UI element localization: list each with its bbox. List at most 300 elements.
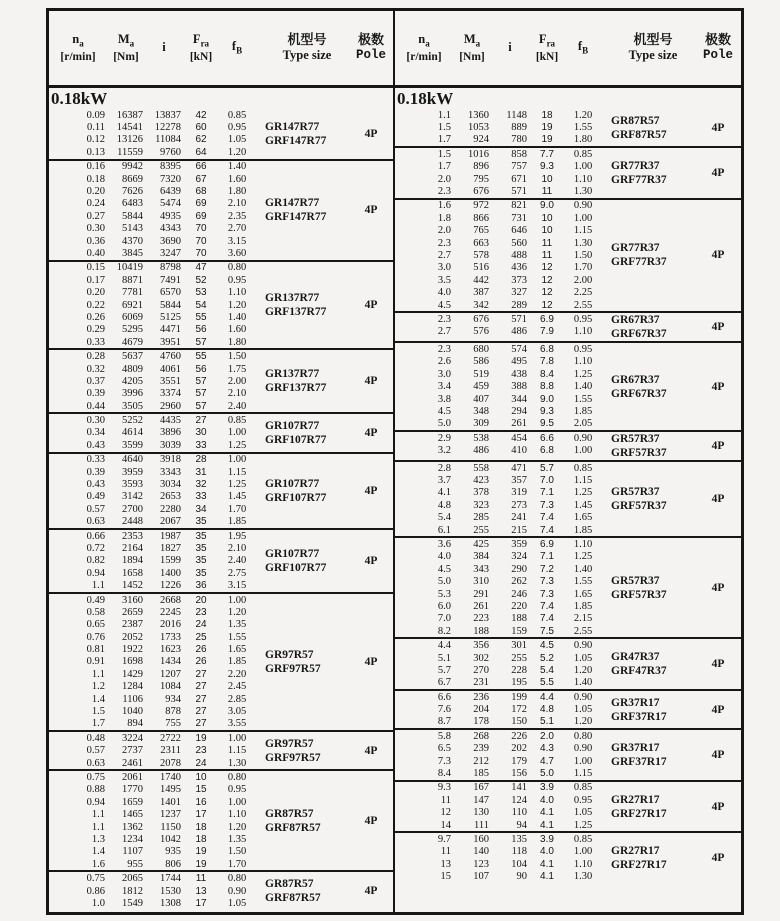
table-row (49, 161, 255, 173)
table-row (395, 703, 601, 715)
fra-value: 8.4 (540, 368, 554, 380)
na-value: 0.48 (86, 732, 105, 744)
na-value: 0.76 (86, 631, 105, 643)
fb-value: 1.55 (573, 122, 593, 134)
spec-group (49, 348, 393, 412)
ma-value: 1698 (122, 656, 143, 668)
fb-value: 1.20 (227, 299, 247, 311)
fb-value: 1.60 (227, 324, 247, 336)
ma-value: 2659 (122, 606, 143, 618)
table-row (395, 782, 601, 794)
table-row (395, 576, 601, 588)
i-value: 5125 (160, 311, 181, 323)
fb-value: 1.30 (573, 871, 593, 883)
fb-value: 1.05 (573, 652, 593, 664)
fb-value: 0.80 (227, 262, 247, 274)
fb-value: 0.80 (573, 730, 593, 742)
fb-value: 0.90 (573, 200, 593, 212)
pole-value: 4P (711, 852, 725, 865)
type-size-line: GR77R37 (611, 159, 660, 172)
fb-value: 0.95 (227, 784, 247, 796)
fra-value: 30 (195, 427, 207, 439)
table-row (395, 807, 601, 819)
i-value: 1150 (160, 821, 181, 833)
na-value: 0.81 (86, 644, 105, 656)
fb-value: 1.25 (227, 479, 247, 491)
fb-value: 1.80 (227, 336, 247, 348)
fra-unit: [kN] (535, 50, 559, 63)
table-row (395, 652, 601, 664)
ma-value: 5295 (122, 324, 143, 336)
i-value: 889 (511, 122, 527, 134)
na-value: 7.3 (437, 755, 451, 767)
fra-value: 4.1 (540, 819, 554, 831)
spec-group (49, 730, 393, 769)
fra-value: 4.4 (540, 691, 554, 703)
type-size-value (265, 732, 349, 769)
na-value: 6.0 (437, 600, 451, 612)
i-value: 1148 (506, 109, 527, 121)
na-value: 1.1 (91, 668, 105, 680)
type-size-line: GRF107R77 (265, 491, 327, 504)
spec-group (395, 198, 741, 312)
pole-value: 4P (364, 655, 378, 668)
fra-value: 10 (195, 772, 207, 783)
table-row (49, 299, 255, 311)
fb-value: 0.85 (227, 109, 247, 121)
fra-value: 57 (195, 388, 207, 400)
header-fra (529, 32, 565, 64)
na-value: 6.7 (437, 677, 451, 689)
table-row (395, 326, 601, 338)
na-value: 8.2 (437, 625, 451, 637)
ma-value: 2461 (122, 757, 143, 769)
type-size-line: GR37R17 (611, 741, 660, 754)
fra-symbol: $F_{ra}$ (192, 31, 210, 49)
pole-value: 4P (364, 426, 378, 439)
fra-value: 3.9 (540, 782, 554, 794)
na-value: 1.6 (437, 200, 451, 212)
na-value: 4.5 (437, 405, 451, 417)
fra-value: 6.8 (540, 343, 554, 355)
table-row (49, 897, 255, 909)
type-size-value (265, 350, 349, 412)
i-value: 821 (511, 200, 527, 212)
i-value: 2067 (160, 516, 181, 528)
na-value: 3.6 (437, 539, 451, 551)
spec-group (49, 159, 393, 260)
fb-value: 0.85 (573, 834, 593, 845)
left-table-groups (49, 109, 393, 910)
ma-value: 423 (473, 475, 489, 487)
table-row (395, 200, 601, 212)
fb-value: 2.05 (573, 418, 593, 430)
fb-value: 1.10 (573, 539, 593, 551)
spec-group (395, 536, 741, 637)
table-row (49, 516, 255, 528)
fra-value: 6.9 (540, 539, 554, 551)
na-value: 0.33 (86, 336, 105, 348)
ma-value: 342 (473, 299, 489, 311)
i-value: 934 (165, 693, 181, 705)
fra-value: 70 (195, 235, 207, 247)
na-value: 5.0 (437, 418, 451, 430)
i-value: 1226 (160, 580, 181, 592)
fb-value: 1.65 (573, 588, 593, 600)
ma-value: 2700 (122, 503, 143, 515)
type-size-line: GR107R77 (265, 419, 320, 432)
na-value: 0.11 (87, 122, 105, 134)
fra-value: 55 (195, 351, 207, 363)
fra-value: 5.1 (540, 716, 554, 728)
ma-value: 676 (473, 186, 489, 198)
na-value: 2.0 (437, 225, 451, 237)
fra-value: 34 (195, 503, 207, 515)
spec-group (49, 528, 393, 592)
na-value: 4.0 (437, 551, 451, 563)
na-value: 0.39 (86, 466, 105, 478)
table-row (49, 336, 255, 348)
na-value: 0.30 (86, 223, 105, 235)
type-size-line: GR57R37 (611, 432, 660, 445)
i-value: 1237 (160, 809, 181, 821)
ma-value: 578 (473, 249, 489, 261)
i-value: 7320 (160, 173, 181, 185)
fb-value: 2.25 (573, 287, 593, 299)
fb-value: 1.85 (227, 656, 247, 668)
fb-value: 2.10 (227, 542, 247, 554)
table-row (395, 134, 601, 146)
type-size-value (611, 109, 695, 146)
group-rows (49, 161, 255, 260)
ma-value: 6483 (122, 198, 143, 210)
table-row (49, 350, 255, 362)
table-row (395, 173, 601, 185)
na-value: 2.3 (437, 237, 451, 249)
spec-group (395, 109, 741, 146)
ma-value: 1922 (122, 644, 143, 656)
i-value: 7491 (160, 274, 181, 286)
i-value: 2311 (160, 745, 181, 757)
group-rows (49, 732, 255, 769)
na-value: 0.43 (86, 439, 105, 451)
table-row (395, 405, 601, 417)
ma-value: 459 (473, 381, 489, 393)
fra-value: 55 (195, 311, 207, 323)
fra-value: 6.6 (540, 432, 554, 444)
na-value: 6.6 (437, 691, 451, 703)
table-row (395, 161, 601, 173)
spec-group (395, 831, 741, 883)
pole-value: 4P (364, 204, 378, 217)
ma-value: 1659 (122, 796, 143, 808)
fb-value: 1.10 (573, 326, 593, 338)
table-row (395, 109, 601, 121)
fb-value: 1.00 (227, 732, 247, 744)
na-value: 0.65 (86, 619, 105, 631)
fra-value: 4.8 (540, 704, 554, 716)
ma-value: 123 (473, 858, 489, 870)
i-value: 228 (511, 664, 527, 676)
group-rows (395, 109, 601, 146)
header-na (395, 32, 453, 64)
fra-value: 7.3 (540, 588, 554, 600)
table-row (395, 743, 601, 755)
ma-value: 1234 (122, 833, 143, 845)
i-value: 410 (511, 445, 527, 457)
na-value: 0.12 (86, 134, 105, 146)
fb-value: 1.35 (227, 833, 247, 845)
table-row (395, 730, 601, 742)
fra-symbol: $F_{ra}$ (538, 31, 556, 49)
header-fb (219, 39, 255, 57)
fb-value: 3.15 (227, 235, 247, 247)
pole-value: 4P (711, 493, 725, 506)
type-size-line: GR27R17 (611, 845, 660, 858)
fra-value: 19 (195, 732, 207, 744)
fb-value: 0.85 (573, 148, 593, 160)
fb-value: 1.10 (573, 173, 593, 185)
fra-value: 5.0 (540, 768, 554, 780)
fra-value: 5.2 (540, 652, 554, 664)
table-row (395, 551, 601, 563)
fb-value: 0.85 (573, 462, 593, 474)
fb-value: 1.45 (227, 491, 247, 503)
spec-group (395, 146, 741, 198)
i-value: 388 (511, 381, 527, 393)
i-value: 5474 (160, 198, 181, 210)
table-row (49, 606, 255, 618)
i-value: 3034 (160, 479, 181, 491)
type-size-value (265, 454, 349, 528)
i-value: 135 (511, 834, 527, 845)
fra-value: 19 (541, 122, 553, 134)
fra-value: 47 (195, 262, 207, 274)
fb-value: 1.10 (573, 858, 593, 870)
ma-value: 5844 (122, 210, 143, 222)
fra-value: 4.5 (540, 640, 554, 652)
ma-value: 866 (473, 212, 489, 224)
ma-value: 558 (473, 462, 489, 474)
group-rows (395, 538, 601, 637)
table-row (395, 639, 601, 651)
fra-value: 25 (195, 631, 207, 643)
na-value: 1.7 (91, 718, 105, 730)
i-symbol: i (162, 40, 166, 55)
na-value: 0.20 (86, 287, 105, 299)
na-value: 5.0 (437, 576, 451, 588)
pole-value: 4P (364, 299, 378, 312)
ma-value: 1549 (122, 897, 143, 909)
ma-value: 3160 (122, 594, 143, 606)
fb-value: 2.55 (573, 625, 593, 637)
fb-value: 1.85 (573, 524, 593, 536)
i-value: 1827 (160, 542, 181, 554)
spec-group (49, 592, 393, 730)
fra-value: 52 (195, 274, 207, 286)
fra-unit: [kN] (189, 50, 213, 63)
ma-value: 4640 (122, 454, 143, 466)
fb-value: 1.50 (573, 249, 593, 261)
i-value: 261 (511, 418, 527, 430)
na-value: 1.3 (91, 833, 105, 845)
type-size-line: GRF147R77 (265, 211, 327, 224)
fra-value: 23 (195, 606, 207, 618)
table-row (395, 664, 601, 676)
na-value: 0.66 (86, 530, 105, 542)
fra-value: 3.9 (540, 834, 554, 845)
spec-group (395, 460, 741, 536)
spec-group (49, 769, 393, 870)
fb-value: 1.05 (573, 704, 593, 716)
fra-value: 57 (195, 336, 207, 348)
ma-value: 1894 (122, 555, 143, 567)
na-value: 2.6 (437, 356, 451, 368)
type-size-label-en: Type size (282, 48, 332, 63)
pole-label-zh: 极数 (357, 32, 384, 48)
fra-value: 19 (541, 134, 553, 146)
fb-value: 2.15 (573, 613, 593, 625)
na-value: 0.22 (86, 299, 105, 311)
i-value: 110 (511, 807, 527, 819)
pole-value: 4P (364, 484, 378, 497)
i-value: 124 (511, 794, 527, 806)
table-row (395, 121, 601, 133)
header-fra (183, 32, 219, 64)
ma-symbol: $M_a$ (117, 31, 135, 49)
fra-value: 35 (195, 530, 207, 542)
na-value: 4.5 (437, 563, 451, 575)
i-value: 731 (511, 212, 527, 224)
na-value: 1.6 (91, 858, 105, 870)
header-i (491, 40, 529, 56)
ma-value: 924 (473, 134, 489, 146)
i-value: 94 (516, 819, 527, 831)
na-value: 3.0 (437, 368, 451, 380)
fra-value: 35 (195, 516, 207, 528)
i-value: 150 (511, 716, 527, 728)
pole-value: 4P (711, 581, 725, 594)
na-value: 2.7 (437, 326, 451, 338)
left-table-header (49, 11, 393, 88)
i-value: 780 (511, 134, 527, 146)
fra-value: 35 (195, 567, 207, 579)
type-size-line: GRF57R37 (611, 500, 667, 513)
ma-unit: [Nm] (459, 50, 485, 63)
table-row (49, 579, 255, 591)
ma-value: 2065 (122, 873, 143, 885)
fra-value: 67 (195, 173, 207, 185)
fb-value: 1.30 (227, 757, 247, 769)
na-value: 0.18 (86, 173, 105, 185)
fra-value: 53 (195, 287, 207, 299)
na-value: 0.72 (86, 542, 105, 554)
fra-value: 20 (195, 594, 207, 606)
i-value: 1987 (160, 530, 181, 542)
ma-value: 538 (473, 432, 489, 444)
fb-value: 1.20 (227, 606, 247, 618)
fra-value: 11 (541, 249, 553, 261)
na-value: 0.13 (86, 146, 105, 158)
type-size-line: GR77R37 (611, 242, 660, 255)
type-size-value (265, 594, 349, 730)
ma-value: 16387 (116, 109, 143, 121)
fb-value: 0.85 (227, 415, 247, 427)
ma-value: 1362 (122, 821, 143, 833)
na-value: 0.58 (86, 606, 105, 618)
ma-value: 1360 (468, 109, 489, 121)
pole-value: 4P (364, 885, 378, 898)
i-value: 454 (511, 432, 527, 444)
table-row (49, 146, 255, 158)
type-size-line: GRF97R57 (265, 662, 321, 675)
type-size-line: GRF57R37 (611, 446, 667, 459)
fra-value: 36 (195, 580, 207, 592)
header-type-size (265, 32, 349, 64)
i-value: 806 (165, 858, 181, 870)
type-size-line: GRF27R17 (611, 859, 667, 872)
type-size-line: GR87R57 (265, 807, 314, 820)
fra-value: 68 (195, 186, 207, 198)
ma-value: 231 (473, 677, 489, 689)
na-value: 0.94 (86, 796, 105, 808)
ma-value: 5143 (122, 223, 143, 235)
i-value: 471 (511, 462, 527, 474)
na-value: 13 (440, 858, 451, 870)
table-row (395, 588, 601, 600)
type-size-value (265, 414, 349, 451)
ma-value: 486 (473, 445, 489, 457)
na-value: 7.6 (437, 704, 451, 716)
fb-value: 0.95 (573, 313, 593, 325)
type-size-line: GR97R57 (265, 737, 314, 750)
spec-group (49, 870, 393, 909)
fb-value: 1.50 (227, 351, 247, 363)
na-value: 0.15 (86, 262, 105, 274)
fra-value: 69 (195, 198, 207, 210)
ma-value: 4809 (122, 363, 143, 375)
i-value: 1308 (160, 897, 181, 909)
type-size-line: GRF57R37 (611, 588, 667, 601)
na-value: 11 (440, 846, 451, 858)
right-table-body (395, 88, 741, 912)
table-row (395, 249, 601, 261)
spec-group (395, 637, 741, 689)
i-value: 1400 (160, 567, 181, 579)
pole-value: 4P (711, 439, 725, 452)
na-value: 0.36 (86, 235, 105, 247)
group-rows (395, 639, 601, 689)
fb-value: 1.85 (573, 600, 593, 612)
ma-value: 3224 (122, 732, 143, 744)
fb-value: 1.00 (573, 212, 593, 224)
fra-value: 27 (195, 718, 207, 730)
table-row (49, 324, 255, 336)
fra-value: 32 (195, 479, 207, 491)
fra-value: 19 (195, 846, 207, 858)
ma-value: 3593 (122, 479, 143, 491)
na-value: 4.0 (437, 287, 451, 299)
ma-value: 3142 (122, 491, 143, 503)
ma-value: 236 (473, 691, 489, 703)
i-value: 215 (511, 524, 527, 536)
table-row (395, 767, 601, 779)
table-row (49, 235, 255, 247)
fb-value: 1.70 (227, 503, 247, 515)
fra-value: 64 (195, 146, 207, 158)
type-size-line: GRF47R37 (611, 665, 667, 678)
fra-value: 17 (195, 809, 207, 821)
